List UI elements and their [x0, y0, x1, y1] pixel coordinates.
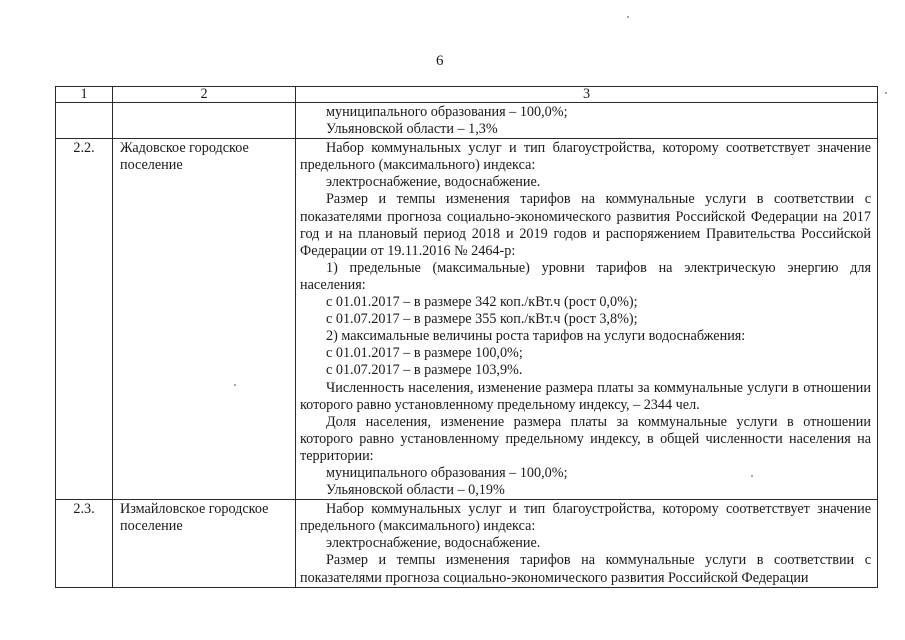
continuation-row — [56, 103, 878, 139]
column-header-3: 3 — [296, 87, 878, 103]
paragraph: с 01.01.2017 – в размере 100,0%; — [326, 345, 523, 362]
paragraph: электроснабжение, водоснабжение. — [326, 535, 541, 552]
continuation-line: Ульяновской области – 1,3% — [326, 121, 498, 138]
paragraph: Размер и темпы изменения тарифов на коммунальные услуги в соответствии с показателями прогноза социально-экономического развития Российской Федерации на 2017 год и на плановый период 2018 и 2019 годов и распоряжением Правительства Российской Федерации от 19.11.2016 № 2464-р: — [300, 191, 871, 259]
paragraph: с 01.01.2017 – в размере 342 коп./кВт.ч (рост 0,0%); — [326, 294, 638, 311]
settlement-name: Жадовское городское поселение — [113, 139, 296, 500]
row-number: 2.2. — [56, 139, 113, 500]
table-header-row — [56, 87, 878, 103]
continuation-desc-cell — [296, 103, 878, 139]
paragraph: с 01.07.2017 – в размере 103,9%. — [326, 362, 523, 379]
row-description — [296, 139, 878, 500]
scan-speck — [234, 384, 236, 386]
continuation-num-cell — [56, 103, 113, 139]
row-description — [296, 500, 878, 587]
continuation-line: муниципального образования – 100,0%; — [326, 104, 568, 120]
paragraph: муниципального образования – 100,0%; — [326, 464, 568, 481]
settlement-name: Измайловское городское поселение — [113, 500, 296, 587]
scan-speck — [885, 92, 887, 94]
scan-speck — [627, 16, 629, 18]
table-row-2-3 — [56, 500, 878, 587]
column-header-1: 1 — [56, 87, 113, 103]
tariff-table — [55, 86, 878, 588]
paragraph: 1) предельные (максимальные) уровни тарифов на электрическую энергию для населения: — [300, 259, 871, 293]
continuation-name-cell — [113, 103, 296, 139]
table-row-2-2 — [56, 139, 878, 500]
column-header-2: 2 — [113, 87, 296, 103]
paragraph: Размер и темпы изменения тарифов на коммунальные услуги в соответствии с показателями прогноза социально-экономического развития Российской Федерации — [300, 552, 871, 586]
paragraph: Набор коммунальных услуг и тип благоустройства, которому соответствует значение предельного (максимального) индекса: — [300, 140, 871, 174]
paragraph: с 01.07.2017 – в размере 355 коп./кВт.ч (рост 3,8%); — [326, 311, 638, 328]
paragraph: Набор коммунальных услуг и тип благоустройства, которому соответствует значение предельного (максимального) индекса: — [300, 501, 871, 535]
page-number: 6 — [436, 53, 444, 69]
row-number: 2.3. — [56, 500, 113, 587]
paragraph: Доля населения, изменение размера платы за коммунальные услуги в отношении которого равно установленному предельному индексу, в общей численности населения на территории: — [300, 413, 871, 464]
paragraph: электроснабжение, водоснабжение. — [326, 174, 541, 191]
paragraph: 2) максимальные величины роста тарифов на услуги водоснабжения: — [326, 328, 746, 345]
scan-speck — [751, 475, 753, 477]
paragraph: Ульяновской области – 0,19% — [326, 482, 505, 499]
paragraph: Численность населения, изменение размера платы за коммунальные услуги в отношении которого равно установленному предельному индексу, – 2344 чел. — [300, 379, 871, 413]
